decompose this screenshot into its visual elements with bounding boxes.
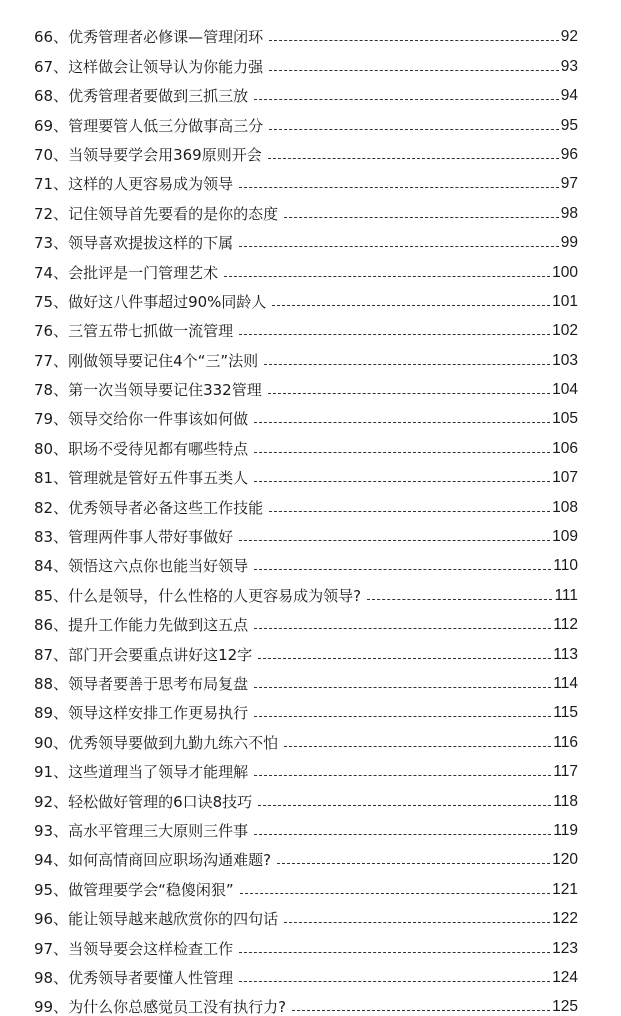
toc-entry-title: 优秀管理者必修课—管理闭环 bbox=[68, 28, 264, 47]
toc-entry-number: 74、 bbox=[34, 263, 69, 282]
toc-dot-leader bbox=[258, 805, 551, 806]
toc-entry-title: 职场不受待见都有哪些特点 bbox=[68, 439, 249, 458]
toc-entry-number: 79、 bbox=[34, 410, 69, 429]
toc-dot-leader bbox=[284, 217, 559, 218]
toc-entry-page: 105 bbox=[552, 410, 578, 428]
toc-entry-title: 当领导要会这样检查工作 bbox=[68, 939, 234, 958]
toc-entry-page: 121 bbox=[552, 880, 578, 898]
toc-entry[interactable] bbox=[34, 76, 578, 105]
toc-entry-page: 113 bbox=[553, 645, 578, 663]
toc-dot-leader bbox=[264, 364, 550, 365]
toc-entry-page: 103 bbox=[552, 351, 578, 369]
toc-entry-page: 116 bbox=[553, 733, 578, 751]
toc-entry-page: 104 bbox=[552, 381, 578, 399]
toc-entry-title: 管理要管人低三分做事高三分 bbox=[68, 116, 264, 135]
toc-entry-number: 88、 bbox=[34, 674, 69, 693]
toc-dot-leader bbox=[254, 422, 550, 423]
toc-entry-title: 领悟这六点你也能当好领导 bbox=[68, 557, 249, 576]
toc-entry-number: 72、 bbox=[34, 204, 69, 223]
toc-entry-title: 为什么你总感觉员工没有执行力? bbox=[68, 998, 287, 1016]
toc-entry-page: 102 bbox=[552, 322, 578, 340]
toc-dot-leader bbox=[254, 687, 551, 688]
toc-entry-page: 111 bbox=[554, 586, 578, 604]
toc-entry-title: 部门开会要重点讲好这12字 bbox=[68, 645, 253, 664]
toc-entry-number: 98、 bbox=[34, 968, 69, 987]
toc-dot-leader bbox=[254, 628, 551, 629]
toc-entry[interactable] bbox=[34, 958, 578, 987]
toc-entry-page: 95 bbox=[560, 116, 578, 134]
toc-entry-title: 做好这八件事超过90%同龄人 bbox=[68, 292, 267, 311]
toc-entry-page: 96 bbox=[560, 145, 578, 163]
toc-dot-leader bbox=[254, 716, 551, 717]
toc-entry-title: 会批评是一门管理艺术 bbox=[68, 263, 219, 282]
toc-dot-leader bbox=[269, 70, 559, 71]
toc-entry-title: 优秀管理者要做到三抓三放 bbox=[68, 87, 249, 106]
toc-entry-number: 93、 bbox=[34, 821, 69, 840]
toc-entry-page: 117 bbox=[553, 763, 578, 781]
toc-entry-page: 101 bbox=[552, 292, 578, 310]
toc-dot-leader bbox=[284, 746, 551, 747]
toc-entry-page: 107 bbox=[552, 469, 578, 487]
toc-entry-page: 124 bbox=[552, 968, 578, 986]
toc-entry-number: 68、 bbox=[34, 87, 69, 106]
toc-entry-page: 119 bbox=[553, 821, 578, 839]
toc-entry[interactable] bbox=[34, 752, 578, 781]
toc-entry-title: 领导交给你一件事该如何做 bbox=[68, 410, 249, 429]
toc-entry[interactable] bbox=[34, 517, 578, 546]
toc-dot-leader bbox=[367, 599, 552, 600]
toc-entry-page: 122 bbox=[552, 910, 578, 928]
toc-entry-title: 高水平管理三大原则三件事 bbox=[68, 821, 249, 840]
toc-entry-page: 97 bbox=[560, 175, 578, 193]
toc-dot-leader bbox=[284, 922, 550, 923]
toc-entry-title: 这样做会让领导认为你能力强 bbox=[68, 57, 264, 76]
toc-entry-number: 81、 bbox=[34, 469, 69, 488]
toc-entry-page: 108 bbox=[552, 498, 578, 516]
toc-entry-title: 领导者要善于思考布局复盘 bbox=[68, 674, 249, 693]
toc-entry-page: 118 bbox=[553, 792, 578, 810]
toc-entry-number: 66、 bbox=[34, 28, 69, 47]
toc-dot-leader bbox=[239, 981, 550, 982]
toc-dot-leader bbox=[269, 511, 550, 512]
toc-dot-leader bbox=[277, 863, 550, 864]
toc-dot-leader bbox=[239, 334, 550, 335]
toc-entry-page: 109 bbox=[552, 528, 578, 546]
toc-entry-number: 96、 bbox=[34, 910, 69, 929]
toc-dot-leader bbox=[272, 305, 550, 306]
toc-entry-title: 第一次当领导要记住332管理 bbox=[68, 381, 262, 400]
toc-entry[interactable] bbox=[34, 428, 578, 457]
toc-entry-number: 91、 bbox=[34, 763, 69, 782]
toc-entry-number: 99、 bbox=[34, 998, 69, 1016]
toc-dot-leader bbox=[254, 834, 551, 835]
toc-entry-page: 94 bbox=[560, 87, 578, 105]
toc-entry[interactable] bbox=[34, 899, 578, 928]
toc-entry[interactable] bbox=[34, 487, 578, 516]
toc-entry-number: 87、 bbox=[34, 645, 69, 664]
toc-entry-number: 90、 bbox=[34, 733, 69, 752]
toc-entry-page: 110 bbox=[553, 557, 578, 575]
toc-dot-leader bbox=[258, 658, 551, 659]
table-of-contents bbox=[34, 17, 578, 1016]
toc-entry-number: 73、 bbox=[34, 234, 69, 253]
toc-entry-page: 98 bbox=[560, 204, 578, 222]
toc-entry[interactable] bbox=[34, 340, 578, 369]
toc-entry-title: 领导喜欢提拔这样的下属 bbox=[68, 234, 234, 253]
toc-entry[interactable] bbox=[34, 605, 578, 634]
toc-entry[interactable] bbox=[34, 164, 578, 193]
toc-entry[interactable] bbox=[34, 987, 578, 1016]
toc-entry-page: 92 bbox=[560, 28, 578, 46]
toc-entry-title: 能让领导越来越欣赏你的四句话 bbox=[68, 910, 279, 929]
toc-dot-leader bbox=[239, 187, 559, 188]
toc-entry-title: 这样的人更容易成为领导 bbox=[68, 175, 234, 194]
toc-entry-number: 78、 bbox=[34, 381, 69, 400]
toc-entry-title: 这些道理当了领导才能理解 bbox=[68, 763, 249, 782]
toc-dot-leader bbox=[254, 775, 551, 776]
toc-entry-number: 97、 bbox=[34, 939, 69, 958]
toc-dot-leader bbox=[240, 893, 550, 894]
toc-entry-page: 120 bbox=[552, 851, 578, 869]
toc-entry[interactable] bbox=[34, 223, 578, 252]
toc-entry-title: 管理就是管好五件事五类人 bbox=[68, 469, 249, 488]
toc-dot-leader bbox=[268, 393, 550, 394]
toc-entry-number: 71、 bbox=[34, 175, 69, 194]
toc-entry[interactable] bbox=[34, 311, 578, 340]
toc-entry-number: 69、 bbox=[34, 116, 69, 135]
toc-entry-page: 99 bbox=[560, 234, 578, 252]
toc-dot-leader bbox=[254, 569, 551, 570]
toc-dot-leader bbox=[224, 276, 550, 277]
toc-entry-title: 什么是领导，什么性格的人更容易成为领导? bbox=[68, 586, 362, 605]
toc-entry[interactable] bbox=[34, 811, 578, 840]
toc-entry-page: 93 bbox=[560, 57, 578, 75]
toc-dot-leader bbox=[239, 952, 550, 953]
toc-entry[interactable] bbox=[34, 840, 578, 869]
toc-entry[interactable] bbox=[34, 370, 578, 399]
toc-entry[interactable] bbox=[34, 252, 578, 281]
toc-dot-leader bbox=[254, 99, 559, 100]
toc-entry[interactable] bbox=[34, 869, 578, 898]
toc-entry-title: 三管五带七抓做一流管理 bbox=[68, 322, 234, 341]
toc-entry-number: 83、 bbox=[34, 528, 69, 547]
toc-entry-number: 84、 bbox=[34, 557, 69, 576]
toc-dot-leader bbox=[239, 540, 550, 541]
toc-entry[interactable] bbox=[34, 105, 578, 134]
toc-entry-title: 如何高情商回应职场沟通难题? bbox=[68, 851, 272, 870]
toc-entry[interactable] bbox=[34, 722, 578, 751]
toc-entry-title: 记住领导首先要看的是你的态度 bbox=[68, 204, 279, 223]
toc-entry[interactable] bbox=[34, 575, 578, 604]
toc-entry-title: 优秀领导者要懂人性管理 bbox=[68, 968, 234, 987]
toc-entry[interactable] bbox=[34, 664, 578, 693]
toc-entry[interactable] bbox=[34, 546, 578, 575]
toc-entry-number: 75、 bbox=[34, 292, 69, 311]
toc-entry-title: 领导这样安排工作更易执行 bbox=[68, 704, 249, 723]
toc-dot-leader bbox=[239, 246, 559, 247]
toc-dot-leader bbox=[254, 452, 550, 453]
toc-entry-number: 76、 bbox=[34, 322, 69, 341]
toc-entry-number: 82、 bbox=[34, 498, 69, 517]
toc-dot-leader bbox=[292, 1010, 550, 1011]
toc-entry[interactable] bbox=[34, 193, 578, 222]
toc-entry-page: 114 bbox=[553, 674, 578, 692]
toc-entry[interactable] bbox=[34, 693, 578, 722]
toc-dot-leader bbox=[268, 158, 559, 159]
toc-entry[interactable] bbox=[34, 46, 578, 75]
toc-entry-page: 123 bbox=[552, 939, 578, 957]
toc-entry-title: 优秀领导要做到九勤九练六不怕 bbox=[68, 733, 279, 752]
toc-entry-number: 92、 bbox=[34, 792, 69, 811]
toc-entry-page: 112 bbox=[553, 616, 578, 634]
toc-entry-page: 125 bbox=[552, 998, 578, 1016]
toc-entry-number: 85、 bbox=[34, 586, 69, 605]
toc-entry-title: 管理两件事人带好事做好 bbox=[68, 528, 234, 547]
toc-entry-title: 优秀领导者必备这些工作技能 bbox=[68, 498, 264, 517]
toc-entry[interactable] bbox=[34, 282, 578, 311]
toc-entry-number: 77、 bbox=[34, 351, 69, 370]
toc-entry[interactable] bbox=[34, 17, 578, 46]
toc-entry[interactable] bbox=[34, 135, 578, 164]
toc-entry-number: 80、 bbox=[34, 439, 69, 458]
toc-entry-title: 提升工作能力先做到这五点 bbox=[68, 616, 249, 635]
toc-entry-page: 100 bbox=[552, 263, 578, 281]
toc-entry-number: 70、 bbox=[34, 145, 69, 164]
toc-entry[interactable] bbox=[34, 458, 578, 487]
toc-dot-leader bbox=[254, 481, 550, 482]
toc-entry-title: 刚做领导要记住4个“三”法则 bbox=[68, 351, 259, 370]
toc-entry-page: 115 bbox=[553, 704, 578, 722]
toc-entry-number: 94、 bbox=[34, 851, 69, 870]
toc-entry[interactable] bbox=[34, 781, 578, 810]
toc-entry-title: 轻松做好管理的6口诀8技巧 bbox=[68, 792, 253, 811]
toc-entry[interactable] bbox=[34, 399, 578, 428]
toc-entry-number: 86、 bbox=[34, 616, 69, 635]
toc-entry-number: 67、 bbox=[34, 57, 69, 76]
toc-entry[interactable] bbox=[34, 634, 578, 663]
toc-entry-number: 89、 bbox=[34, 704, 69, 723]
toc-entry-title: 当领导要学会用369原则开会 bbox=[68, 145, 262, 164]
toc-entry-title: 做管理要学会“稳傻闲狠” bbox=[68, 880, 234, 899]
toc-dot-leader bbox=[269, 40, 559, 41]
toc-entry[interactable] bbox=[34, 928, 578, 957]
toc-dot-leader bbox=[269, 129, 559, 130]
toc-entry-number: 95、 bbox=[34, 880, 69, 899]
toc-entry-page: 106 bbox=[552, 439, 578, 457]
